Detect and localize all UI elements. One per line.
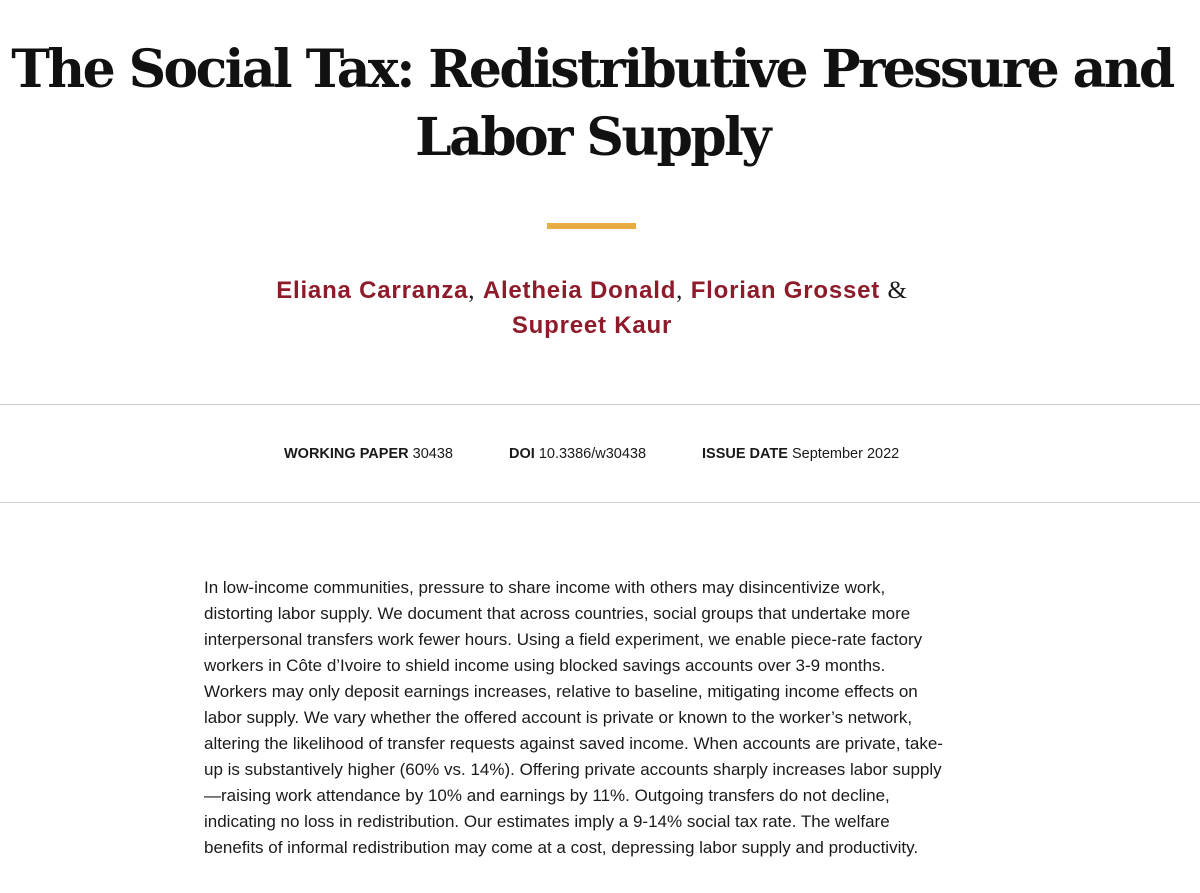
author-link-carranza[interactable]: Eliana Carranza [276,277,469,304]
author-separator: , [676,277,684,304]
abstract-line: workers in Côte d’Ivoire to shield income using blocked savings accounts over 3-9 months. [204,656,886,675]
working-paper-value: 30438 [412,446,453,462]
author-link-grosset[interactable]: Florian Grosset [690,277,881,304]
doi-label: DOI [509,446,535,462]
doi-value: 10.3386/w30438 [538,446,647,462]
doi [509,445,646,463]
abstract [204,575,994,861]
abstract-line: labor supply. We vary whether the offered account is private or known to the worker’s network, [204,708,913,727]
abstract-line: In low-income communities, pressure to share income with others may disincentivize work, [204,578,886,597]
author-link-kaur[interactable]: Supreet Kaur [511,312,673,339]
author-ampersand: & [887,277,908,304]
working-paper-label: WORKING PAPER [284,446,409,462]
issue-date [702,445,899,463]
abstract-line: altering the likelihood of transfer requests against saved income. When accounts are private, take- [204,734,943,753]
author-list [200,273,984,343]
abstract-line: Workers may only deposit earnings increases, relative to baseline, mitigating income effects on [204,682,918,701]
paper-title-line-2: Labor Supply [415,107,769,168]
paper-title [0,36,1184,172]
abstract-line: up is substantively higher (60% vs. 14%). Offering private accounts sharply increases labor supply [204,760,942,779]
abstract-line: benefits of informal redistribution may come at a cost, depressing labor supply and productivity. [204,838,919,857]
working-paper-number [284,445,453,463]
issue-date-value: September 2022 [791,446,900,462]
author-link-donald[interactable]: Aletheia Donald [482,277,677,304]
title-accent-rule [547,223,636,229]
abstract-line: indicating no loss in redistribution. Our estimates imply a 9-14% social tax rate. The welfare [204,812,890,831]
author-separator: , [468,277,476,304]
paper-metadata-band [0,404,1200,503]
paper-title-line-1: The Social Tax: Redistributive Pressure and [11,39,1173,100]
issue-date-label: ISSUE DATE [702,446,788,462]
abstract-line: distorting labor supply. We document that across countries, social groups that undertake more [204,604,911,623]
abstract-line: —raising work attendance by 10% and earnings by 11%. Outgoing transfers do not decline, [204,786,890,805]
abstract-line: interpersonal transfers work fewer hours. Using a field experiment, we enable piece-rate factory [204,630,923,649]
